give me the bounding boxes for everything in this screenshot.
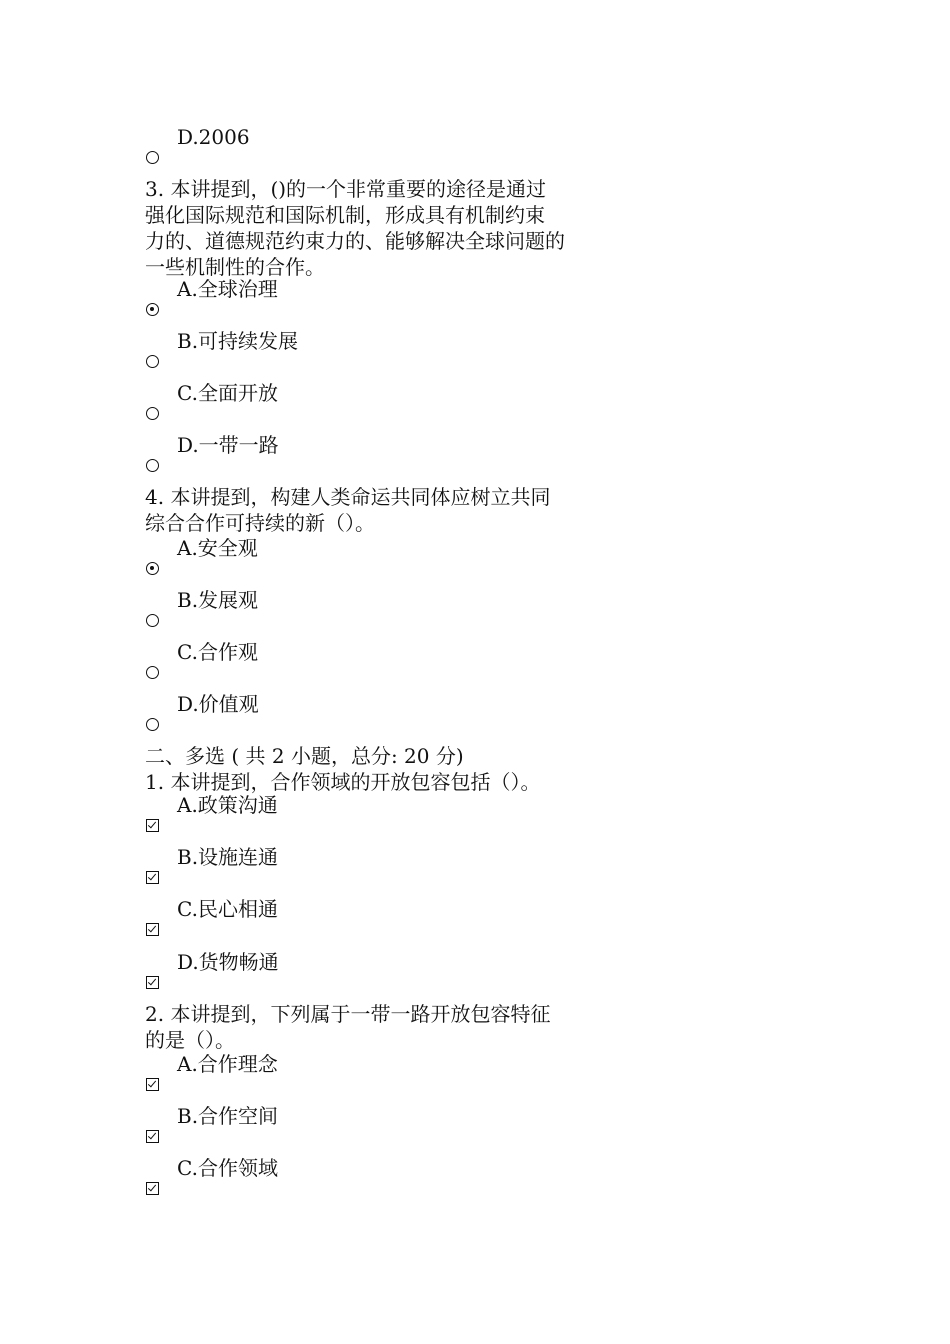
option-checkbox-checked[interactable]: [146, 976, 159, 989]
option-radio-selected[interactable]: [146, 562, 159, 575]
option-label: C.合作领域: [177, 1156, 278, 1180]
option-checkbox-checked[interactable]: [146, 923, 159, 936]
option-radio-selected[interactable]: [146, 303, 159, 316]
option-radio[interactable]: [146, 718, 159, 731]
option-label: A.政策沟通: [177, 793, 278, 817]
option-radio[interactable]: [146, 666, 159, 679]
option-label: B.设施连通: [177, 845, 279, 869]
question-stem: 3. 本讲提到，()的一个非常重要的途径是通过: [145, 177, 547, 201]
question-stem: 一些机制性的合作。: [145, 255, 325, 279]
option-label: D.价值观: [177, 692, 259, 716]
section-heading: 二、多选 ( 共 2 小题，总分: 20 分): [145, 744, 464, 768]
option-radio[interactable]: [146, 614, 159, 627]
option-label: A.全球治理: [177, 277, 278, 301]
option-checkbox-checked[interactable]: [146, 819, 159, 832]
option-label: B.发展观: [177, 588, 259, 612]
option-checkbox-checked[interactable]: [146, 1182, 159, 1195]
option-label: C.合作观: [177, 640, 258, 664]
option-label: D.货物畅通: [177, 950, 279, 974]
question-stem: 强化国际规范和国际机制，形成具有机制约束: [145, 203, 545, 227]
option-label: A.合作理念: [177, 1052, 278, 1076]
option-label: C.全面开放: [177, 381, 278, 405]
option-radio[interactable]: [146, 459, 159, 472]
option-radio[interactable]: [146, 355, 159, 368]
option-label: C.民心相通: [177, 897, 278, 921]
option-label: B.可持续发展: [177, 329, 299, 353]
question-stem: 1. 本讲提到，合作领域的开放包容包括（）。: [145, 770, 541, 794]
question-stem: 4. 本讲提到，构建人类命运共同体应树立共同: [145, 485, 551, 509]
option-radio[interactable]: [146, 407, 159, 420]
option-checkbox-checked[interactable]: [146, 871, 159, 884]
option-label: D.一带一路: [177, 433, 279, 457]
option-checkbox-checked[interactable]: [146, 1078, 159, 1091]
question-stem: 的是（）。: [145, 1028, 235, 1052]
question-stem: 2. 本讲提到，下列属于一带一路开放包容特征: [145, 1002, 551, 1026]
option-label: B.合作空间: [177, 1104, 279, 1128]
question-stem: 力的、道德规范约束力的、能够解决全球问题的: [145, 229, 565, 253]
option-radio[interactable]: [146, 151, 159, 164]
question-stem: 综合合作可持续的新（）。: [145, 511, 375, 535]
option-checkbox-checked[interactable]: [146, 1130, 159, 1143]
option-label: D.2006: [177, 125, 250, 149]
option-label: A.安全观: [177, 536, 258, 560]
